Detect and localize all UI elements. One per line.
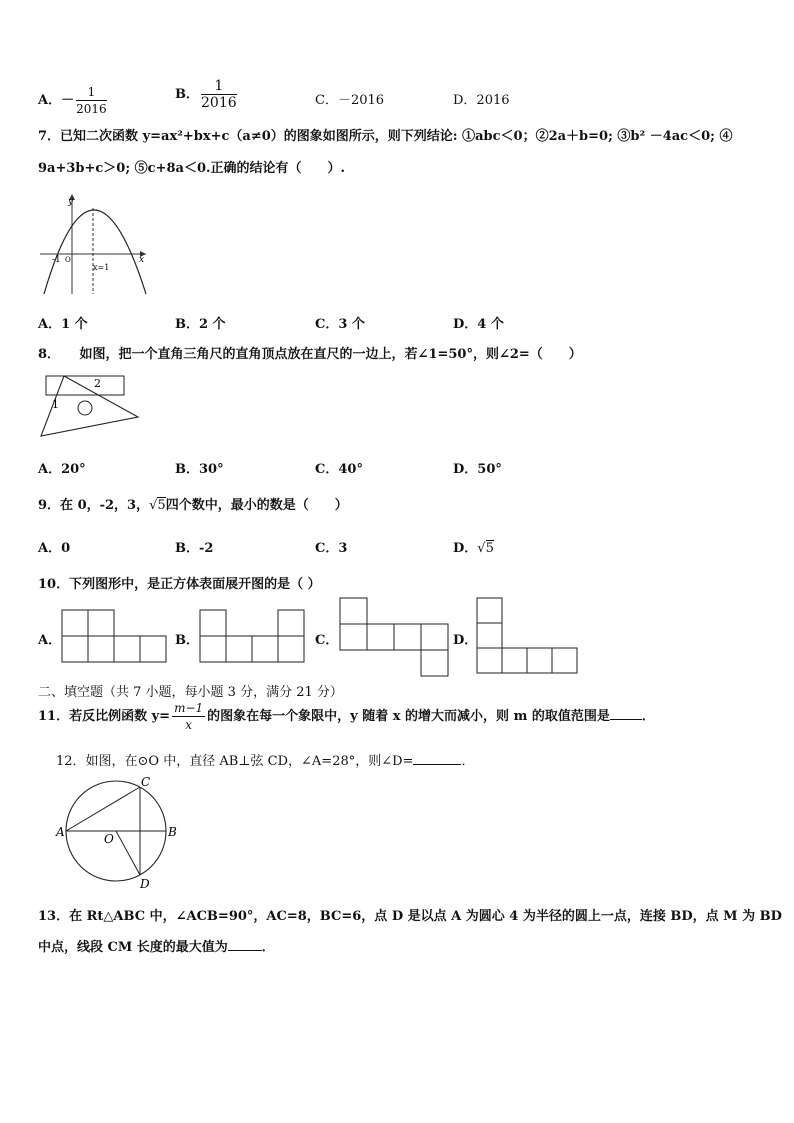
- q9-stem-post: 四个数中，最小的数是（ ）: [165, 498, 348, 513]
- q9-stem-pre: 9．在 0，-2，3，: [38, 498, 150, 513]
- q10-net-a: [62, 610, 170, 664]
- q6-option-a: [38, 84, 109, 117]
- q6-b-numerator: 1: [201, 78, 237, 95]
- q7-option-d: D．4 个: [453, 317, 504, 332]
- q10-stem: 10．下列图形中，是正方体表面展开图的是（ ）: [38, 577, 321, 592]
- q8-angle1-label: 1: [52, 398, 59, 411]
- q7-axis-label: x=1: [93, 263, 110, 272]
- q11-answer-blank[interactable]: [610, 719, 642, 720]
- q13-answer-blank[interactable]: [228, 950, 262, 951]
- q6-option-a-label: A．: [38, 93, 62, 108]
- q8-option-d: D．50°: [453, 462, 502, 477]
- q8-option-b: B．30°: [175, 462, 224, 477]
- q6-option-a-fraction: [76, 84, 107, 117]
- q10-option-d-label: D．: [453, 633, 478, 648]
- q7-option-c: C．3 个: [315, 317, 365, 332]
- q10-option-a-label: A．: [38, 633, 62, 648]
- q7-origin-label: O: [65, 256, 71, 264]
- q9-option-a: A．0: [38, 541, 71, 556]
- q12-segment-od: [116, 831, 140, 875]
- q12-point-o: O: [104, 832, 114, 846]
- q8-option-c: C．40°: [315, 462, 363, 477]
- q9-option-d-label: D．: [453, 541, 478, 556]
- q9-option-d-sqrt: √5: [477, 541, 494, 556]
- q6-option-b-label: B．: [175, 87, 199, 102]
- q13-stem-line2-end: ．: [261, 940, 275, 955]
- q12-point-b: B: [168, 825, 177, 839]
- q7-option-b: B．2 个: [175, 317, 226, 332]
- q10-net-c: [340, 598, 450, 680]
- q8-stem: 8． 如图，把一个直角三角尺的直角顶点放在直尺的一边上，若∠1=50°，则∠2=（ ）: [38, 347, 582, 362]
- section-fill-in-heading: 二、填空题（共 7 小题，每小题 3 分，满分 21 分）: [38, 685, 343, 700]
- q7-stem-line2: 9a+3b+c＞0; ⑤c+8a＜0.正确的结论有（ ）.: [38, 161, 346, 176]
- q6-option-b-fraction: [201, 78, 237, 111]
- q9-radicand: 5: [157, 498, 166, 513]
- q6-a-denominator: 2016: [76, 102, 107, 116]
- q8-angle2-label: 2: [94, 377, 101, 390]
- q9-option-d-radicand: 5: [485, 541, 494, 556]
- q12-circle-figure: [54, 774, 184, 892]
- q13-stem-line2: [38, 936, 275, 955]
- q12-point-d: D: [140, 877, 150, 891]
- q9-option-c: C．3: [315, 541, 348, 556]
- q11-denominator: x: [185, 718, 192, 732]
- q11-fraction: [172, 700, 205, 733]
- q13-stem-line2-pre: 中点，线段 CM 长度的最大值为: [38, 940, 228, 955]
- q12-point-c: C: [141, 775, 151, 789]
- q9-option-d: [453, 537, 494, 556]
- q6-b-denominator: 2016: [201, 95, 237, 111]
- q12-segment-ac: [66, 787, 140, 831]
- q6-a-numerator: 1: [76, 84, 107, 101]
- q7-parabola-graph: [38, 190, 158, 298]
- q12-stem-pre: 12．如图，在⊙O 中，直径 AB⊥弦 CD，∠A=28°，则∠D=: [56, 754, 414, 769]
- q12-stem: [56, 750, 474, 769]
- q6-option-a-sign: －: [61, 93, 75, 108]
- q6-option-c: C．－2016: [315, 93, 385, 108]
- q12-stem-end: ．: [461, 754, 475, 769]
- q6-option-b: [175, 78, 239, 111]
- q10-net-d: [477, 598, 581, 676]
- q9-sqrt: √5: [149, 498, 166, 513]
- q9-option-b: B．-2: [175, 541, 214, 556]
- q12-answer-blank[interactable]: [413, 764, 461, 765]
- q11-stem: [38, 700, 655, 733]
- q10-option-c-label: C．: [315, 633, 339, 648]
- q11-stem-pre: 11．若反比例函数 y=: [38, 709, 171, 724]
- q10-net-b: [200, 610, 308, 664]
- q6-option-d: D．2016: [453, 93, 510, 108]
- q8-ruler-triangle-figure: [38, 372, 148, 442]
- q7-parabola-curve: [44, 210, 146, 294]
- q7-x-label: x: [139, 255, 145, 265]
- q7-option-a: A．1 个: [38, 317, 88, 332]
- q8-triangle-hole: [78, 401, 92, 415]
- q7-neg1-label: -1: [52, 255, 61, 265]
- q11-stem-end: ．: [641, 709, 655, 724]
- q7-y-label: y: [68, 197, 74, 207]
- q11-stem-post: 的图象在每一个象限中，y 随着 x 的增大而减小，则 m 的取值范围是: [207, 709, 610, 724]
- q7-stem-line1: 7．已知二次函数 y=ax²+bx+c（a≠0）的图象如图所示，则下列结论: ①abc＜0；②2a＋b=0; ③b² －4ac＜0; ④: [38, 129, 733, 144]
- q13-stem-line1: 13．在 Rt△ABC 中，∠ACB=90°，AC=8，BC=6，点 D 是以点 A 为圆心 4 为半径的圆上一点，连接 BD，点 M 为 BD: [38, 909, 782, 924]
- q12-point-a: A: [56, 825, 65, 839]
- q8-option-a: A．20°: [38, 462, 86, 477]
- q11-numerator: m−1: [174, 701, 204, 715]
- q9-stem: [38, 494, 348, 513]
- q10-option-b-label: B．: [175, 633, 199, 648]
